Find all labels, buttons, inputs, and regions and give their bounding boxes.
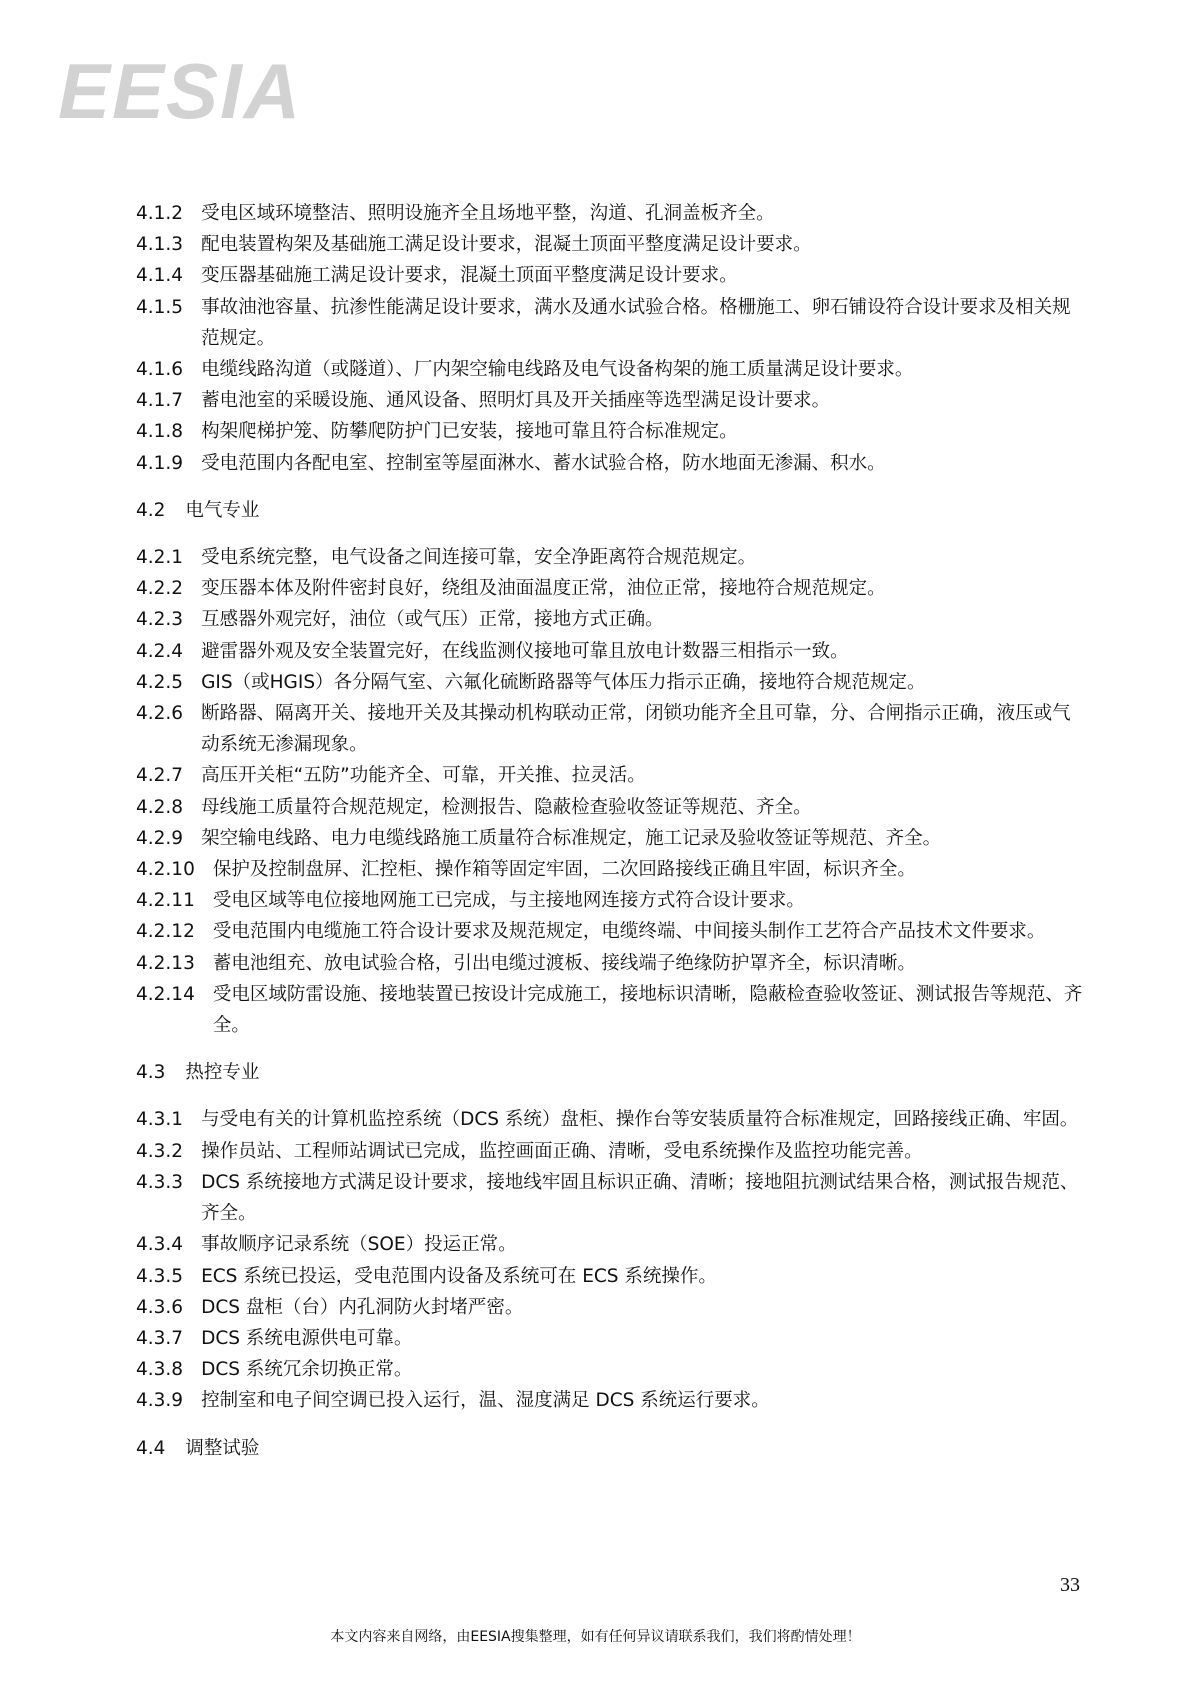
clause-number: 4.3.6 [136, 1296, 184, 1318]
page-number: 33 [1060, 1574, 1080, 1596]
clause-item [136, 1104, 1086, 1135]
clause-number: 4.3.4 [136, 1234, 184, 1256]
section-number: 4.4 [136, 1437, 166, 1459]
clause-item [136, 698, 1086, 760]
clause-item [136, 1136, 1086, 1167]
clause-text: DCS 系统冗余切换正常。 [201, 1359, 413, 1381]
clause-item [136, 792, 1086, 823]
eesia-logo: EESIA [58, 47, 303, 135]
clause-item [136, 948, 1086, 979]
clause-text: 断路器、隔离开关、接地开关及其操动机构联动正常，闭锁功能齐全且可靠，分、合闸指示正确，液压或气动系统无渗漏现象。 [201, 703, 1071, 756]
clause-number: 4.2.10 [136, 859, 195, 881]
clause-item [136, 292, 1086, 354]
clause-item [136, 885, 1086, 916]
clause-number: 4.1.2 [136, 203, 184, 224]
clause-number: 4.2.11 [136, 890, 195, 912]
clause-text: 变压器基础施工满足设计要求，混凝土顶面平整度满足设计要求。 [201, 265, 738, 287]
clause-item [136, 1385, 1086, 1416]
clause-text: 受电范围内各配电室、控制室等屋面淋水、蓄水试验合格，防水地面无渗漏、积水。 [201, 452, 886, 474]
clause-item [136, 667, 1086, 698]
clause-item [136, 1229, 1086, 1260]
clause-item [136, 1167, 1086, 1229]
clause-item [136, 854, 1086, 885]
clause-text: 操作员站、工程师站调试已完成，监控画面正确、清晰，受电系统操作及监控功能完善。 [201, 1140, 923, 1162]
clause-text: 保护及控制盘屏、汇控柜、操作箱等固定牢固，二次回路接线正确且牢固，标识齐全。 [212, 859, 916, 881]
clause-text: 受电范围内电缆施工符合设计要求及规范规定，电缆终端、中间接头制作工艺符合产品技术文件要求。 [212, 921, 1046, 943]
clause-text: 蓄电池组充、放电试验合格，引出电缆过渡板、接线端子绝缘防护罩齐全，标识清晰。 [212, 952, 916, 974]
clause-text: 互感器外观完好，油位（或气压）正常，接地方式正确。 [201, 609, 664, 631]
clause-number: 4.3.9 [136, 1390, 184, 1412]
clause-text: DCS 系统电源供电可靠。 [201, 1327, 413, 1349]
clause-text: 高压开关柜“五防”功能齐全、可靠，开关推、拉灵活。 [201, 765, 646, 787]
clause-item [136, 979, 1086, 1041]
clause-item [136, 573, 1086, 604]
section-heading [136, 1057, 1086, 1088]
clause-number: 4.1.7 [136, 390, 184, 412]
clause-item [136, 1292, 1086, 1323]
clause-item [136, 604, 1086, 635]
clause-text: DCS 盘柜（台）内孔洞防火封堵严密。 [201, 1296, 524, 1318]
clause-number: 4.2.8 [136, 796, 184, 818]
clause-number: 4.3.7 [136, 1327, 184, 1349]
clause-number: 4.1.3 [136, 234, 184, 256]
clause-item [136, 260, 1086, 291]
clause-text: DCS 系统接地方式满足设计要求，接地线牢固且标识正确、清晰；接地阻抗测试结果合格，测试报告规范、齐全。 [201, 1171, 1079, 1225]
section-heading [136, 1433, 1086, 1464]
clause-number: 4.2.13 [136, 952, 195, 974]
clause-text: 构架爬梯护笼、防攀爬防护门已安装，接地可靠且符合标准规定。 [201, 421, 738, 443]
clause-text: 变压器本体及附件密封良好，绕组及油面温度正常，油位正常，接地符合规范规定。 [201, 578, 886, 600]
clause-number: 4.2.1 [136, 547, 184, 569]
clause-number: 4.1.8 [136, 421, 184, 443]
clause-text: 受电区域等电位接地网施工已完成，与主接地网连接方式符合设计要求。 [212, 890, 805, 912]
clause-number: 4.2.14 [136, 983, 195, 1005]
document-body [136, 198, 1086, 1480]
clause-item [136, 916, 1086, 947]
clause-number: 4.2.5 [136, 671, 184, 693]
clause-number: 4.2.12 [136, 921, 195, 943]
clause-number: 4.2.3 [136, 609, 184, 631]
clause-item [136, 198, 1086, 229]
clause-text: 配电装置构架及基础施工满足设计要求，混凝土顶面平整度满足设计要求。 [201, 234, 812, 256]
clause-number: 4.1.6 [136, 359, 184, 381]
clause-item [136, 1323, 1086, 1354]
clause-text: ECS 系统已投运，受电范围内设备及系统可在 ECS 系统操作。 [201, 1265, 717, 1287]
clause-text: 与受电有关的计算机监控系统（DCS 系统）盘柜、操作台等安装质量符合标准规定，回路接线正确、牢固。 [201, 1109, 1079, 1131]
clause-text: 事故油池容量、抗渗性能满足设计要求，满水及通水试验合格。格栅施工、卵石铺设符合设计要求及相关规范规定。 [201, 296, 1071, 349]
clause-item [136, 1261, 1086, 1292]
clause-text: 架空输电线路、电力电缆线路施工质量符合标准规定，施工记录及验收签证等规范、齐全。 [201, 827, 942, 849]
clause-item [136, 823, 1086, 854]
clause-number: 4.2.6 [136, 703, 184, 725]
clause-item [136, 416, 1086, 447]
clause-item [136, 448, 1086, 479]
clause-text: GIS（或HGIS）各分隔气室、六氟化硫断路器等气体压力指示正确，接地符合规范规定。 [201, 671, 926, 693]
clause-item [136, 229, 1086, 260]
clause-number: 4.2.7 [136, 765, 184, 787]
clause-text: 控制室和电子间空调已投入运行，温、湿度满足 DCS 系统运行要求。 [201, 1390, 770, 1412]
section-title: 电气专业 [185, 499, 260, 521]
clause-number: 4.3.1 [136, 1109, 184, 1131]
clause-item [136, 354, 1086, 385]
clause-text: 避雷器外观及安全装置完好，在线监测仪接地可靠且放电计数器三相指示一致。 [201, 640, 849, 662]
clause-text: 电缆线路沟道（或隧道）、厂内架空输电线路及电气设备构架的施工质量满足设计要求。 [201, 359, 914, 381]
clause-number: 4.3.2 [136, 1140, 184, 1162]
clause-number: 4.2.9 [136, 827, 184, 849]
section-heading [136, 495, 1086, 526]
section-title: 调整试验 [185, 1437, 260, 1459]
section-title: 热控专业 [185, 1062, 260, 1084]
clause-number: 4.1.4 [136, 265, 184, 287]
clause-text: 受电区域防雷设施、接地装置已按设计完成施工，接地标识清晰，隐蔽检查验收签证、测试报告等规范、齐全。 [212, 983, 1083, 1037]
section-number: 4.2 [136, 499, 166, 521]
clause-number: 4.1.9 [136, 452, 184, 474]
clause-item [136, 385, 1086, 416]
clause-number: 4.2.2 [136, 578, 184, 600]
section-number: 4.3 [136, 1062, 166, 1084]
clause-text: 受电区域环境整洁、照明设施齐全且场地平整，沟道、孔洞盖板齐全。 [201, 203, 775, 224]
clause-text: 事故顺序记录系统（SOE）投运正常。 [201, 1234, 517, 1256]
footer-disclaimer: 本文内容来自网络，由EESIA搜集整理，如有任何异议请联系我们，我们将酌情处理！ [330, 1629, 861, 1645]
clause-item [136, 760, 1086, 791]
clause-number: 4.1.5 [136, 296, 184, 318]
clause-number: 4.3.8 [136, 1359, 184, 1381]
clause-item [136, 636, 1086, 667]
clause-number: 4.2.4 [136, 640, 184, 662]
clause-text: 受电系统完整，电气设备之间连接可靠，安全净距离符合规范规定。 [201, 547, 757, 569]
clause-number: 4.3.3 [136, 1171, 184, 1193]
clause-item [136, 1354, 1086, 1385]
clause-number: 4.3.5 [136, 1265, 184, 1287]
clause-item [136, 542, 1086, 573]
clause-text: 蓄电池室的采暖设施、通风设备、照明灯具及开关插座等选型满足设计要求。 [201, 390, 831, 412]
clause-text: 母线施工质量符合规范规定，检测报告、隐蔽检查验收签证等规范、齐全。 [201, 796, 812, 818]
